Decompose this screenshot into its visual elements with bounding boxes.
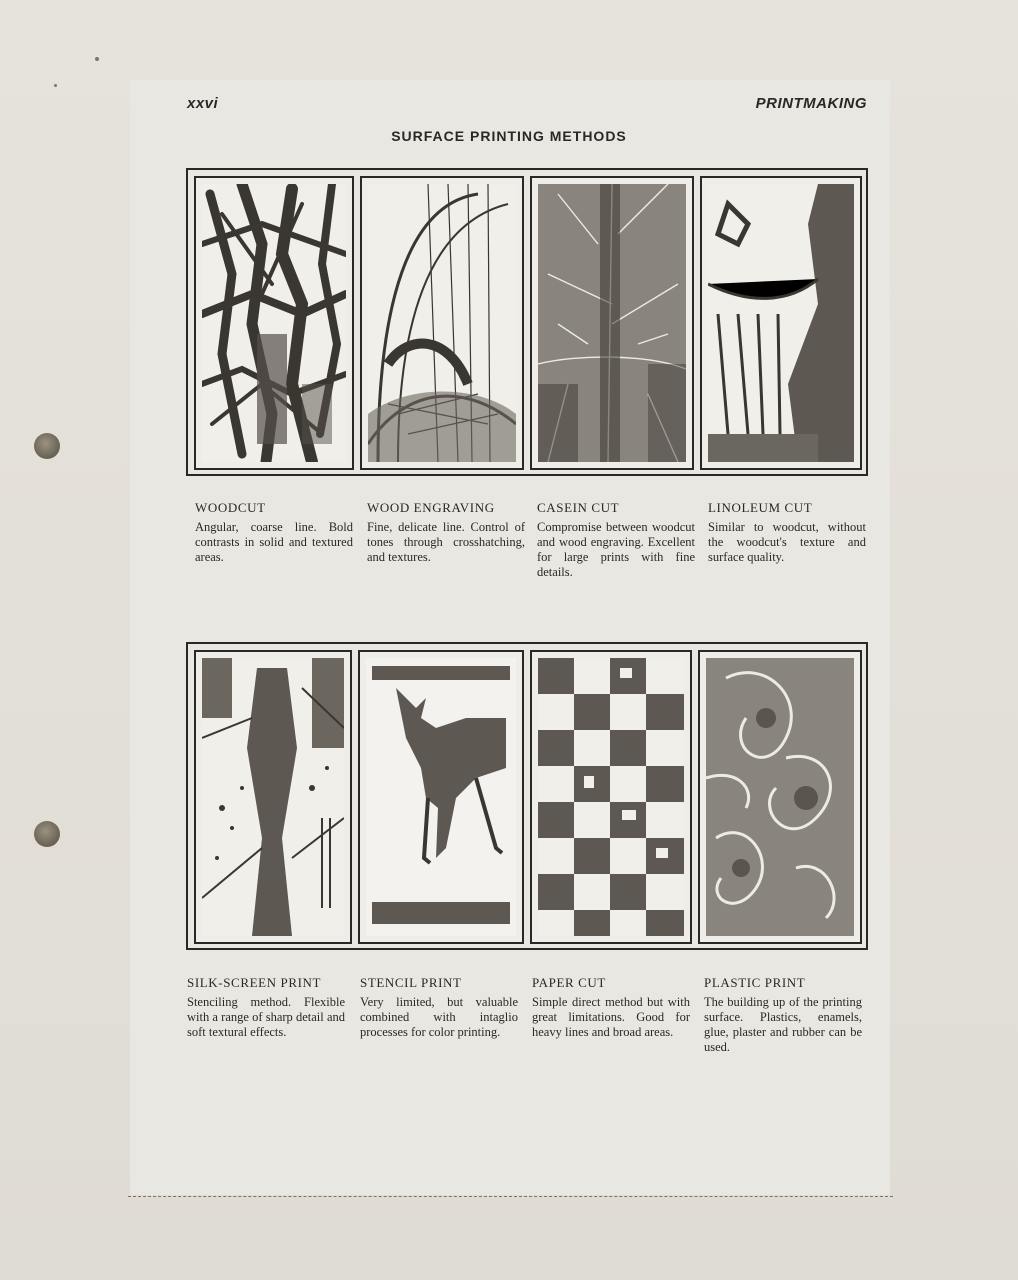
method-title: WOOD ENGRAVING bbox=[367, 500, 495, 515]
page-bottom-edge bbox=[128, 1196, 893, 1197]
method-title: STENCIL PRINT bbox=[360, 975, 462, 990]
woodcut-print-image bbox=[202, 184, 346, 462]
silk-screen-caption bbox=[187, 975, 345, 1040]
bottom-illustration-frame bbox=[186, 642, 868, 950]
casein-cut-print-image bbox=[538, 184, 686, 462]
paper-speck bbox=[95, 57, 99, 61]
silk-screen-panel bbox=[194, 650, 352, 944]
linoleum-cut-panel bbox=[700, 176, 862, 470]
casein-cut-panel bbox=[530, 176, 694, 470]
linoleum-cut-caption bbox=[708, 500, 866, 565]
paper-speck bbox=[54, 84, 57, 87]
woodcut-panel bbox=[194, 176, 354, 470]
method-description: Stenciling method. Flexible with a range of sharp detail and soft textural effects. bbox=[187, 995, 345, 1039]
section-title: SURFACE PRINTING METHODS bbox=[391, 128, 627, 144]
punch-hole bbox=[34, 433, 60, 459]
wood-engraving-print-image bbox=[368, 184, 516, 462]
method-description: Simple direct method but with great limitations. Good for heavy lines and broad areas. bbox=[532, 995, 690, 1039]
method-description: Very limited, but valuable combined with intaglio processes for color printing. bbox=[360, 995, 518, 1039]
method-title: LINOLEUM CUT bbox=[708, 500, 813, 515]
silk-screen-print-image bbox=[202, 658, 344, 936]
plastic-print-image bbox=[706, 658, 854, 936]
wood-engraving-panel bbox=[360, 176, 524, 470]
method-title: SILK-SCREEN PRINT bbox=[187, 975, 322, 990]
plastic-print-panel bbox=[698, 650, 862, 944]
method-description: Angular, coarse line. Bold contrasts in solid and textured areas. bbox=[195, 520, 353, 564]
method-description: Similar to woodcut, without the woodcut's texture and surface quality. bbox=[708, 520, 866, 564]
method-title: PAPER CUT bbox=[532, 975, 606, 990]
paper-cut-panel bbox=[530, 650, 692, 944]
stencil-panel bbox=[358, 650, 524, 944]
page-number: xxvi bbox=[187, 95, 219, 112]
stencil-caption bbox=[360, 975, 518, 1040]
plastic-print-caption bbox=[704, 975, 862, 1055]
top-illustration-frame bbox=[186, 168, 868, 476]
wood-engraving-caption bbox=[367, 500, 525, 565]
method-description: The building up of the printing surface. Plastics, enamels, glue, plaster and rubber can be used. bbox=[704, 995, 862, 1054]
punch-hole bbox=[34, 821, 60, 847]
method-title: CASEIN CUT bbox=[537, 500, 620, 515]
method-description: Compromise between woodcut and wood engraving. Excellent for large prints with fine details. bbox=[537, 520, 695, 579]
casein-cut-caption bbox=[537, 500, 695, 580]
stencil-print-image bbox=[366, 658, 516, 936]
paper-cut-caption bbox=[532, 975, 690, 1040]
paper-cut-print-image bbox=[538, 658, 684, 936]
method-title: WOODCUT bbox=[195, 500, 266, 515]
method-title: PLASTIC PRINT bbox=[704, 975, 806, 990]
running-title: PRINTMAKING bbox=[755, 95, 867, 112]
linoleum-cut-print-image bbox=[708, 184, 854, 462]
method-description: Fine, delicate line. Control of tones through crosshatching, and textures. bbox=[367, 520, 525, 564]
woodcut-caption bbox=[195, 500, 353, 565]
